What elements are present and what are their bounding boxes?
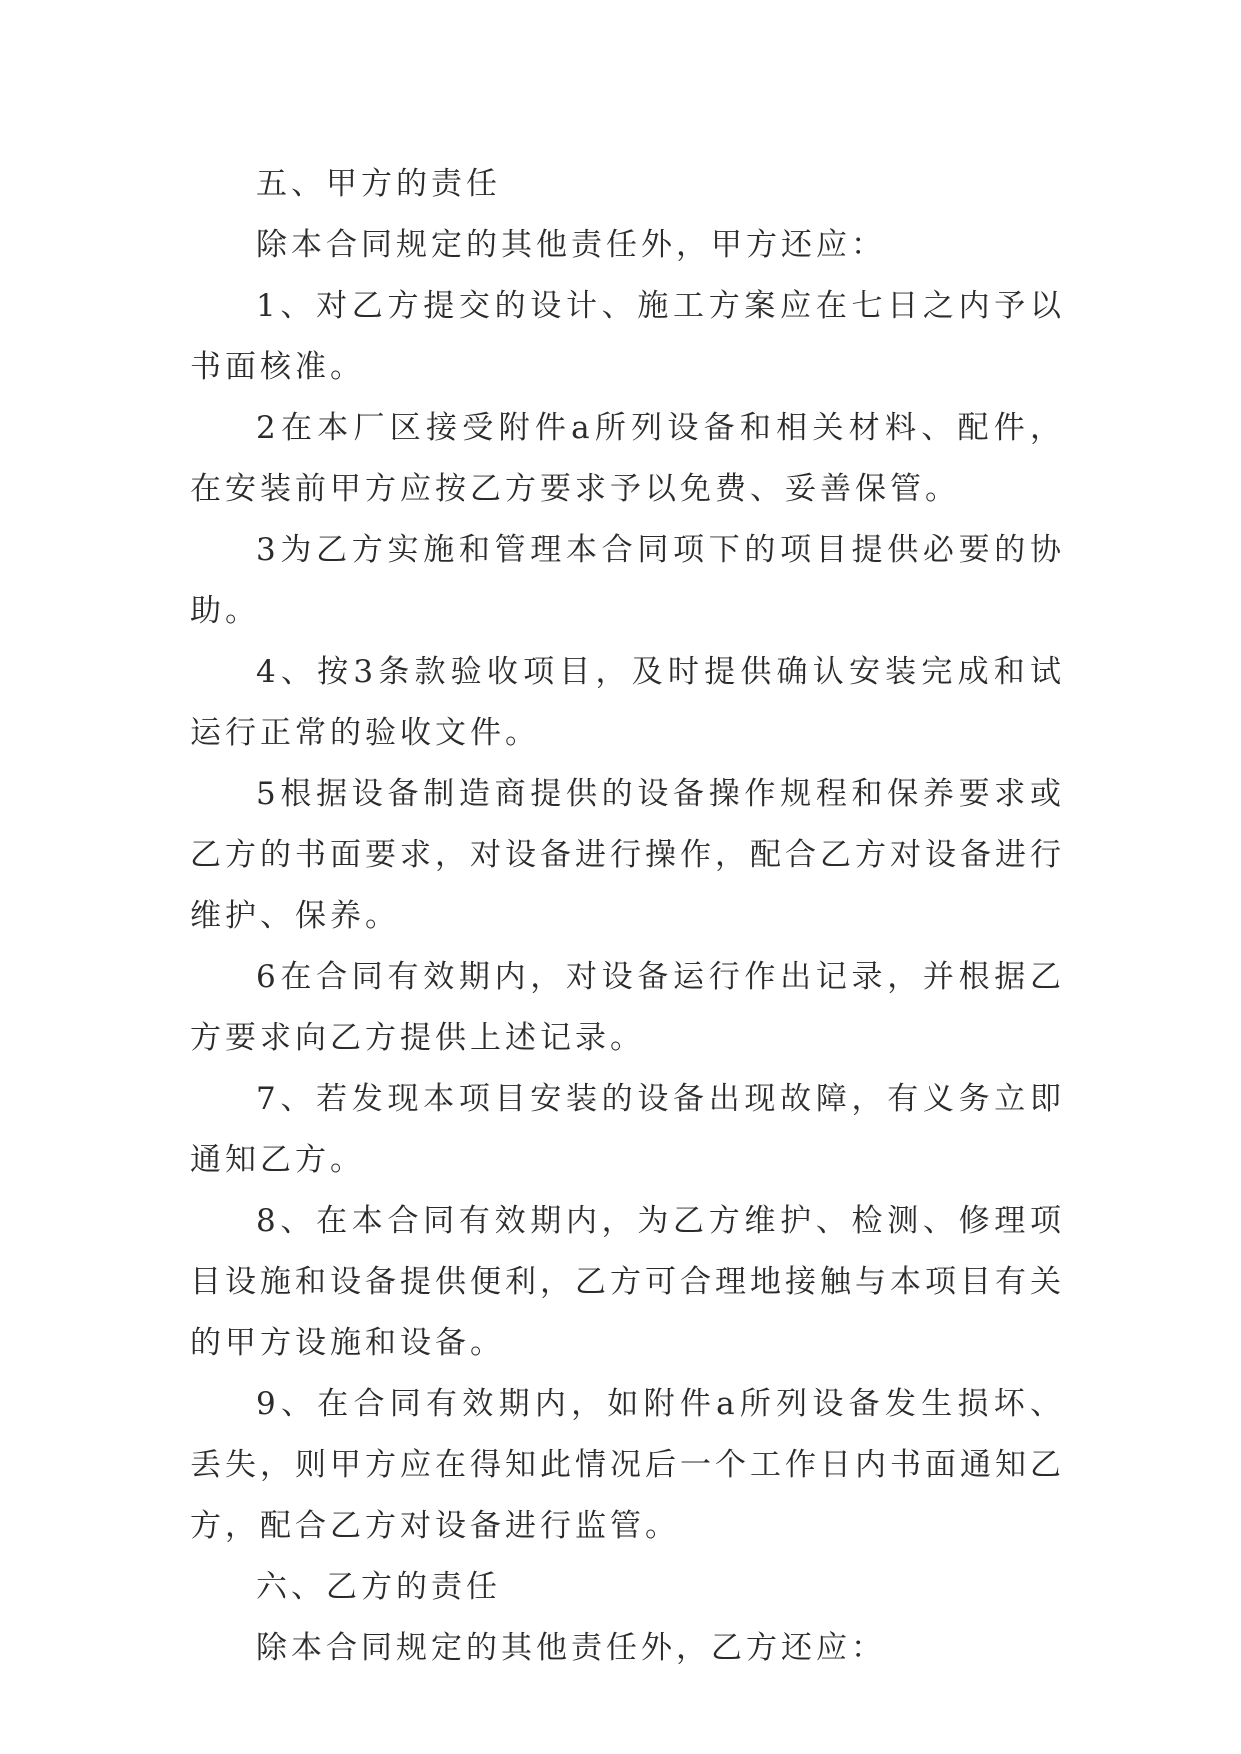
document-body: [190, 154, 1065, 1679]
clause-7: 7、若发现本项目安装的设备出现故障，有义务立即通知乙方。: [190, 1081, 1065, 1178]
section-heading-6: 六、乙方的责任: [256, 1569, 501, 1605]
clause-5: 5根据设备制造商提供的设备操作规程和保养要求或乙方的书面要求，对设备进行操作，配合乙方对设备进行维护、保养。: [190, 776, 1065, 934]
clause-9: 9、在合同有效期内，如附件a所列设备发生损坏、丢失，则甲方应在得知此情况后一个工作日内书面通知乙方，配合乙方对设备进行监管。: [190, 1386, 1065, 1544]
clause-4: 4、按3条款验收项目，及时提供确认安装完成和试运行正常的验收文件。: [190, 654, 1065, 751]
clause-8: 8、在本合同有效期内，为乙方维护、检测、修理项目设施和设备提供便利，乙方可合理地接触与本项目有关的甲方设施和设备。: [190, 1203, 1065, 1361]
section-intro-6: 除本合同规定的其他责任外，乙方还应：: [256, 1630, 886, 1666]
clause-3: 3为乙方实施和管理本合同项下的项目提供必要的协助。: [190, 532, 1065, 629]
section-heading-5: 五、甲方的责任: [256, 166, 501, 202]
clause-6: 6在合同有效期内，对设备运行作出记录，并根据乙方要求向乙方提供上述记录。: [190, 959, 1065, 1056]
clause-2: 2在本厂区接受附件a所列设备和相关材料、配件，在安装前甲方应按乙方要求予以免费、妥善保管。: [190, 410, 1065, 507]
section-intro-5: 除本合同规定的其他责任外，甲方还应：: [256, 227, 886, 263]
clause-1: 1、对乙方提交的设计、施工方案应在七日之内予以书面核准。: [190, 288, 1065, 385]
